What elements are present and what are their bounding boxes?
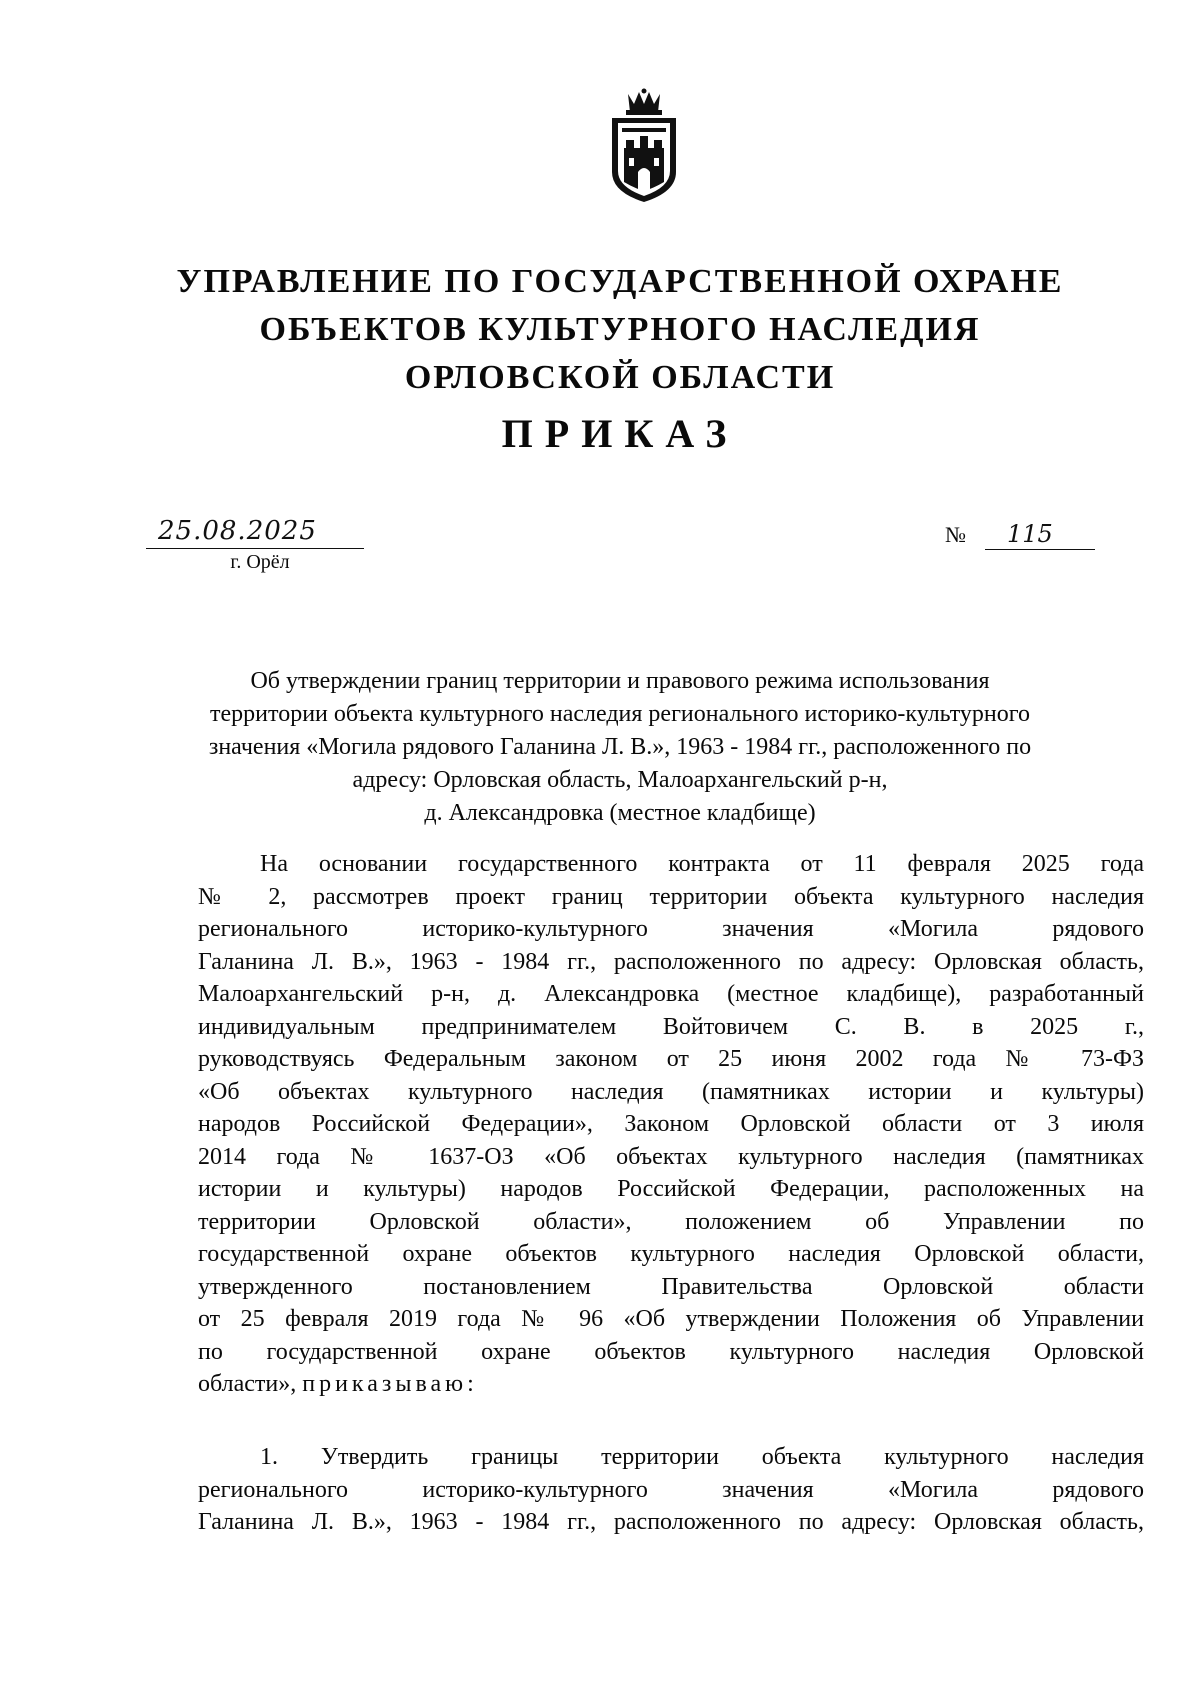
body-line: Галанина Л. В.», 1963 - 1984 гг., расположенного по адресу: Орловская область, [198, 1509, 1144, 1535]
number-block [945, 520, 1095, 554]
body-line: государственной охране объектов культурного наследия Орловской области, [198, 1241, 1144, 1267]
body-line: 1. Утвердить границы территории объекта культурного наследия [260, 1444, 1144, 1470]
body-line-prefix: области», [198, 1371, 297, 1397]
body-line: по государственной охране объектов культурного наследия Орловской [198, 1338, 1144, 1365]
body-line: Малоархангельский р-н, д. Александровка (местное кладбище), разработанный [198, 981, 1144, 1007]
body-line: Галанина Л. В.», 1963 - 1984 гг., расположенного по адресу: Орловская область, [198, 948, 1144, 975]
order-keyword: приказываю: [302, 1371, 478, 1397]
org-title-line-1: УПРАВЛЕНИЕ ПО ГОСУДАРСТВЕННОЙ ОХРАНЕ [176, 263, 1064, 300]
number-sign: № [945, 522, 966, 547]
body-line: «Об объектах культурного наследия (памятниках истории и культуры) [198, 1078, 1144, 1105]
handwritten-number: 115 [985, 520, 1095, 550]
body-line-final [198, 1368, 1144, 1401]
date-block [146, 514, 364, 574]
body-line: № 2, рассмотрев проект границ территории объекта культурного наследия [198, 883, 1144, 910]
document-subject [170, 665, 1070, 830]
body-line: утвержденного постановлением Правительства Орловской области [198, 1273, 1144, 1300]
body-line: регионального историко-культурного значения «Могила рядового [198, 916, 1144, 942]
org-title-line-2: ОБЪЕКТОВ КУЛЬТУРНОГО НАСЛЕДИЯ [259, 311, 981, 348]
item-1-paragraph [198, 1441, 1144, 1539]
body-line: 2014 года № 1637-ОЗ «Об объектах культурного наследия (памятниках [198, 1143, 1144, 1170]
body-line: народов Российской Федерации», Законом Орловской области от 3 июля [198, 1111, 1144, 1137]
body-line: регионального историко-культурного значения «Могила рядового [198, 1476, 1144, 1503]
preamble-paragraph [198, 848, 1144, 1401]
organization-title [160, 258, 1080, 402]
subject-line: адресу: Орловская область, Малоархангельский р-н, [352, 767, 888, 793]
subject-line: Об утверждении границ территории и правового режима использования [250, 668, 990, 694]
body-line: индивидуальным предпринимателем Войтовичем С. В. в 2025 г., [198, 1013, 1144, 1040]
subject-line: территории объекта культурного наследия регионального историко-культурного [210, 701, 1030, 727]
document-type-title: ПРИКАЗ [501, 411, 739, 456]
body-line: руководствуясь Федеральным законом от 25 июня 2002 года № 73-ФЗ [198, 1046, 1144, 1072]
body-line: истории и культуры) народов Российской Федерации, расположенных на [198, 1176, 1144, 1202]
coat-of-arms-icon [598, 88, 690, 206]
subject-line: значения «Могила рядового Галанина Л. В.», 1963 - 1984 гг., расположенного по [208, 734, 1032, 760]
city-label: г. Орёл [230, 551, 290, 573]
subject-line: д. Александровка (местное кладбище) [424, 800, 816, 826]
org-title-line-3: ОРЛОВСКОЙ ОБЛАСТИ [404, 359, 836, 396]
body-line: территории Орловской области», положением об Управлении по [198, 1208, 1144, 1235]
handwritten-date: 25.08.2025 [146, 514, 364, 549]
body-line: от 25 февраля 2019 года № 96 «Об утверждении Положения об Управлении [198, 1306, 1144, 1332]
body-line: На основании государственного контракта от 11 февраля 2025 года [260, 851, 1144, 877]
